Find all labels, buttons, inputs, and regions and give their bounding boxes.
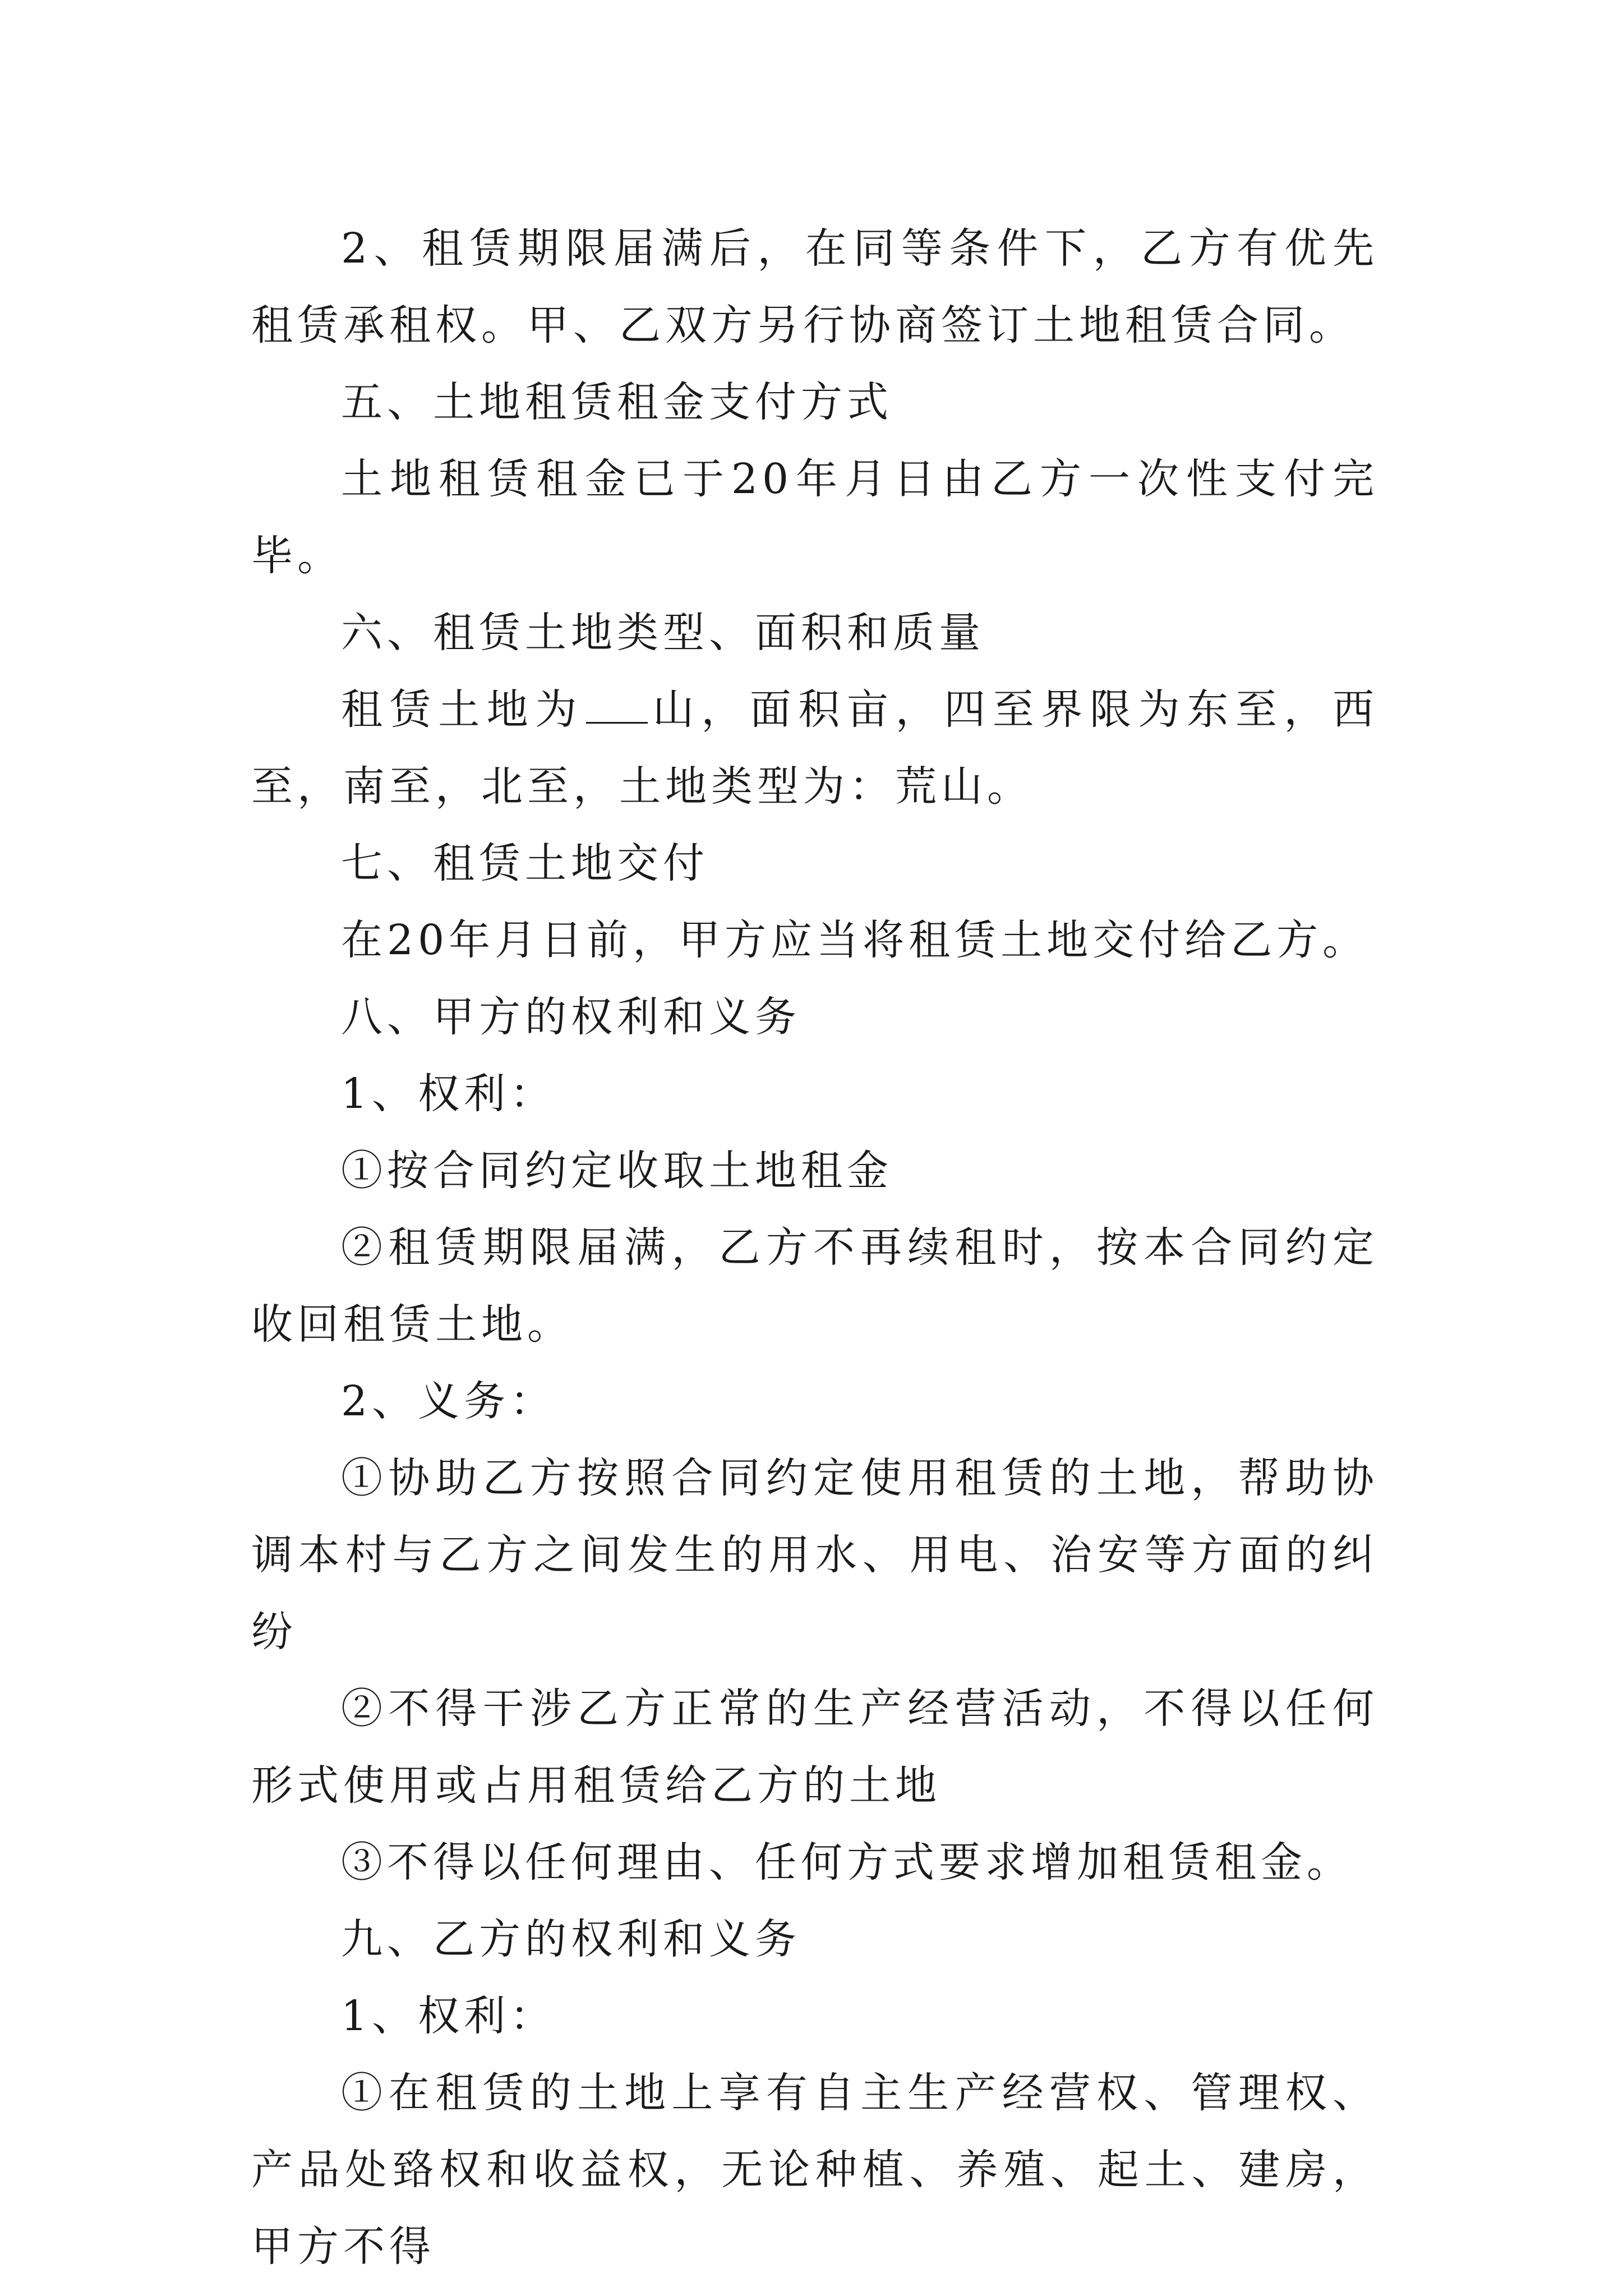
blank-underline <box>586 688 648 724</box>
paragraph-renewal-priority: 2、租赁期限届满后，在同等条件下，乙方有优先租赁承租权。甲、乙双方另行协商签订土地租赁合同。 <box>251 224 1378 349</box>
list-item-a-obligation-3: ③不得以任何理由、任何方式要求增加租赁租金。 <box>341 1838 1353 1887</box>
heading-party-b-rights: 九、乙方的权利和义务 <box>341 1915 801 1963</box>
document-body <box>251 210 1378 2285</box>
subheading-obligations-a: 2、义务： <box>341 1377 556 1425</box>
land-desc-prefix: 租赁土地为 <box>341 685 584 734</box>
list-item-a-right-2: ②租赁期限届满，乙方不再续租时，按本合同约定收回租赁土地。 <box>251 1223 1378 1349</box>
list-item-a-obligation-2: ②不得干涉乙方正常的生产经营活动，不得以任何形式使用或占用租赁给乙方的土地 <box>251 1685 1378 1810</box>
heading-party-a-rights: 八、甲方的权利和义务 <box>341 993 801 1041</box>
list-item-a-right-1: ①按合同约定收取土地租金 <box>341 1147 893 1195</box>
list-item-a-obligation-1: ①协助乙方按照合同约定使用租赁的土地，帮助协调本村与乙方之间发生的用水、用电、治安等方面的纠纷 <box>251 1454 1378 1656</box>
subheading-rights-a: 1、权利： <box>341 1070 556 1118</box>
subheading-rights-b: 1、权利： <box>341 1992 556 2040</box>
heading-land-type-area: 六、租赁土地类型、面积和质量 <box>341 609 985 657</box>
paragraph-rent-paid: 土地租赁租金已于20年月日由乙方一次性支付完毕。 <box>251 455 1378 580</box>
list-item-b-right-1: ①在租赁的土地上享有自主生产经营权、管理权、产品处臵权和收益权，无论种植、养殖、起土、建房，甲方不得 <box>251 2069 1378 2271</box>
paragraph-delivery-date: 在20年月日前，甲方应当将租赁土地交付给乙方。 <box>341 916 1369 964</box>
paragraph-land-description <box>251 671 1378 825</box>
heading-land-delivery: 七、租赁土地交付 <box>341 839 709 887</box>
land-desc-suffix: 山，面积亩，四至界限为东至，西至，南至，北至，土地类型为：荒山。 <box>251 685 1378 811</box>
heading-rent-payment: 五、土地租赁租金支付方式 <box>341 378 893 426</box>
